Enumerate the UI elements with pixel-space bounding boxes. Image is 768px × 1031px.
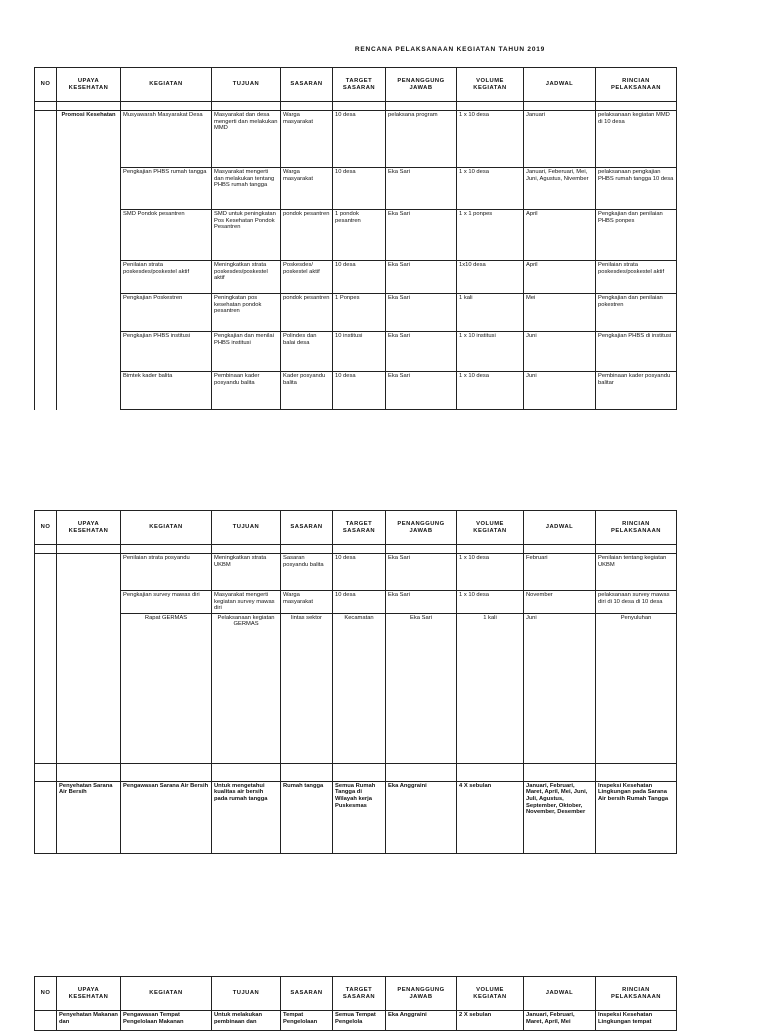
- header-pj: PENANGGUNG JAWAB: [386, 68, 457, 102]
- volume-cell: 1 x 10 desa: [457, 168, 524, 210]
- volume-cell: 1 x 10 desa: [457, 372, 524, 410]
- jadwal-cell: November: [524, 591, 596, 614]
- target-cell: Semua Tempat Pengelola: [333, 1011, 386, 1031]
- table-row: [35, 111, 677, 168]
- rincian-cell: pelaksanaan kegiatan MMD di 10 desa: [596, 111, 677, 168]
- sasaran-cell: Warga masyarakat: [281, 591, 333, 614]
- volume-cell: 1 x 10 desa: [457, 111, 524, 168]
- pj-cell: Eka Sari: [386, 372, 457, 410]
- kegiatan-cell: Bimtek kader balita: [121, 372, 212, 410]
- header-pj: PENANGGUNG JAWAB: [386, 977, 457, 1011]
- header-tujuan: TUJUAN: [212, 511, 281, 545]
- upaya-cell: [57, 554, 121, 764]
- tujuan-cell: Pengkajian dan menilai PHBS institusi: [212, 332, 281, 372]
- target-cell: Kecamatan: [333, 613, 386, 763]
- table-row: [35, 554, 677, 591]
- header-no: NO: [35, 511, 57, 545]
- sasaran-cell: Polindes dan balai desa: [281, 332, 333, 372]
- header-jadwal: JADWAL: [524, 977, 596, 1011]
- header-target: TARGET SASARAN: [333, 977, 386, 1011]
- header-rincian: RINCIAN PELAKSANAAN: [596, 511, 677, 545]
- header-target: TARGET SASARAN: [333, 68, 386, 102]
- header-target: TARGET SASARAN: [333, 511, 386, 545]
- pj-cell: Eka Sari: [386, 613, 457, 763]
- header-jadwal: JADWAL: [524, 511, 596, 545]
- tujuan-cell: Meningkatkan strata UKBM: [212, 554, 281, 591]
- target-cell: 1 Ponpes: [333, 294, 386, 332]
- tujuan-cell: Peningkatan pos kesehatan pondok pesantren: [212, 294, 281, 332]
- volume-cell: 1 kali: [457, 294, 524, 332]
- header-kegiatan: KEGIATAN: [121, 977, 212, 1011]
- pj-cell: Eka Sari: [386, 210, 457, 261]
- jadwal-cell: Juni: [524, 332, 596, 372]
- target-cell: 10 desa: [333, 372, 386, 410]
- table-row: [35, 210, 677, 261]
- jadwal-cell: Juni: [524, 613, 596, 763]
- kegiatan-cell: Musyawarah Masyarakat Desa: [121, 111, 212, 168]
- jadwal-cell: April: [524, 210, 596, 261]
- document-title: RENCANA PELAKSANAAN KEGIATAN TAHUN 2019: [354, 46, 546, 53]
- activity-table-2: [34, 510, 677, 854]
- volume-cell: 1x10 desa: [457, 261, 524, 294]
- header-volume: VOLUME KEGIATAN: [457, 977, 524, 1011]
- kegiatan-cell: Pengkajian Poskestren: [121, 294, 212, 332]
- tujuan-cell: Pembinaan kader posyandu balita: [212, 372, 281, 410]
- header-sasaran: SASARAN: [281, 68, 333, 102]
- volume-cell: 1 x 1 ponpes: [457, 210, 524, 261]
- sasaran-cell: lintas sektor: [281, 613, 333, 763]
- tujuan-cell: Pelaksanaan kegiatan GERMAS: [212, 613, 281, 763]
- table-row: [35, 591, 677, 614]
- header-upaya: UPAYA KESEHATAN: [57, 977, 121, 1011]
- rincian-cell: Penyuluhan: [596, 613, 677, 763]
- jadwal-cell: April: [524, 261, 596, 294]
- tujuan-cell: Meningkatkan strata poskesdes/poskestel aktif: [212, 261, 281, 294]
- rincian-cell: pelaksanaan pengkajian PHBS rumah tangga 10 desa: [596, 168, 677, 210]
- kegiatan-cell: Penilaian strata posyandu: [121, 554, 212, 591]
- kegiatan-cell: Penilaian strata poskesdes/poskestel aktif: [121, 261, 212, 294]
- header-no: NO: [35, 977, 57, 1011]
- pj-cell: Eka Anggraini: [386, 781, 457, 853]
- pj-cell: Eka Anggraini: [386, 1011, 457, 1031]
- pj-cell: pelaksana program: [386, 111, 457, 168]
- sasaran-cell: Tempat Pengelolaan: [281, 1011, 333, 1031]
- activity-table-3: [34, 976, 677, 1031]
- no-cell: [35, 1011, 57, 1031]
- rincian-cell: Inspeksi Kesehatan Lingkungan tempat: [596, 1011, 677, 1031]
- header-kegiatan: KEGIATAN: [121, 511, 212, 545]
- target-cell: 10 desa: [333, 168, 386, 210]
- header-rincian: RINCIAN PELAKSANAAN: [596, 68, 677, 102]
- jadwal-cell: Januari, Feberuari, Mei, Juni, Agustus, Nivember: [524, 168, 596, 210]
- rincian-cell: Penilaian strata poskesdes/poskestel aktif: [596, 261, 677, 294]
- table-row: [35, 294, 677, 332]
- header-tujuan: TUJUAN: [212, 68, 281, 102]
- header-volume: VOLUME KEGIATAN: [457, 511, 524, 545]
- tujuan-cell: Untuk melakukan pembinaan dan: [212, 1011, 281, 1031]
- header-row: [35, 977, 677, 1011]
- rincian-cell: Pembinaan kader posyandu balitar: [596, 372, 677, 410]
- rincian-cell: pelaksanaan survey mawas diri di 10 desa di 10 desa: [596, 591, 677, 614]
- table-row: [35, 261, 677, 294]
- header-upaya: UPAYA KESEHATAN: [57, 511, 121, 545]
- rincian-cell: Inspeksi Kesehatan Lingkungan pada Sarana Air bersih Rumah Tangga: [596, 781, 677, 853]
- no-cell: [35, 554, 57, 764]
- target-cell: 10 desa: [333, 591, 386, 614]
- kegiatan-cell: Pengkajian PHBS rumah tangga: [121, 168, 212, 210]
- kegiatan-cell: Rapat GERMAS: [121, 613, 212, 763]
- target-cell: 10 desa: [333, 111, 386, 168]
- target-cell: 1 pondok pesantren: [333, 210, 386, 261]
- header-row: [35, 511, 677, 545]
- volume-cell: 1 x 10 institusi: [457, 332, 524, 372]
- pj-cell: Eka Sari: [386, 332, 457, 372]
- sasaran-cell: Poskesdes/ poskestel aktif: [281, 261, 333, 294]
- kegiatan-cell: Pengawasan Tempat Pengelolaan Makanan: [121, 1011, 212, 1031]
- table-row: [35, 332, 677, 372]
- tujuan-cell: Masyarakat mengerti dan melakukan tentang PHBS rumah tangga: [212, 168, 281, 210]
- target-cell: Semua Rumah Tangga di Wilayah kerja Puskesmas: [333, 781, 386, 853]
- volume-cell: 1 x 10 desa: [457, 591, 524, 614]
- spacer-row: [35, 545, 677, 554]
- volume-cell: 1 kali: [457, 613, 524, 763]
- header-upaya: UPAYA KESEHATAN: [57, 68, 121, 102]
- sasaran-cell: Rumah tangga: [281, 781, 333, 853]
- spacer-row: [35, 102, 677, 111]
- pj-cell: Eka Sari: [386, 294, 457, 332]
- upaya-cell: Penyehatan Sarana Air Bersih: [57, 781, 121, 853]
- jadwal-cell: Februari: [524, 554, 596, 591]
- upaya-cell: Penyehatan Makanan dan: [57, 1011, 121, 1031]
- volume-cell: 1 x 10 desa: [457, 554, 524, 591]
- kegiatan-cell: Pengawasan Sarana Air Bersih: [121, 781, 212, 853]
- tujuan-cell: Masyarakat mengerti kegiatan survey mawas diri: [212, 591, 281, 614]
- rincian-cell: Pengkajian dan penilaian PHBS ponpes: [596, 210, 677, 261]
- sasaran-cell: Warga masyarakat: [281, 168, 333, 210]
- tujuan-cell: Untuk mengetahui kualitas air bersih pada rumah tangga: [212, 781, 281, 853]
- header-row: [35, 68, 677, 102]
- table-row: [35, 781, 677, 853]
- upaya-cell: Promosi Kesehatan: [57, 111, 121, 410]
- rincian-cell: Pengkajian dan penilaian pokestren: [596, 294, 677, 332]
- rincian-cell: Pengkajian PHBS di institusi: [596, 332, 677, 372]
- sasaran-cell: Kader posyandu balita: [281, 372, 333, 410]
- volume-cell: 2 X sebulan: [457, 1011, 524, 1031]
- rincian-cell: Penilaian tentang kegiatan UKBM: [596, 554, 677, 591]
- header-rincian: RINCIAN PELAKSANAAN: [596, 977, 677, 1011]
- table-row: [35, 1011, 677, 1031]
- tujuan-cell: Masyarakat dan desa mengerti dan melakukan MMD: [212, 111, 281, 168]
- table-row: [35, 613, 677, 763]
- kegiatan-cell: SMD Pondok pesantren: [121, 210, 212, 261]
- header-sasaran: SASARAN: [281, 977, 333, 1011]
- volume-cell: 4 X sebulan: [457, 781, 524, 853]
- header-pj: PENANGGUNG JAWAB: [386, 511, 457, 545]
- header-tujuan: TUJUAN: [212, 977, 281, 1011]
- jadwal-cell: Januari: [524, 111, 596, 168]
- header-jadwal: JADWAL: [524, 68, 596, 102]
- jadwal-cell: Mei: [524, 294, 596, 332]
- header-sasaran: SASARAN: [281, 511, 333, 545]
- header-volume: VOLUME KEGIATAN: [457, 68, 524, 102]
- pj-cell: Eka Sari: [386, 591, 457, 614]
- kegiatan-cell: Pengkajian PHBS institusi: [121, 332, 212, 372]
- tujuan-cell: SMD untuk peningkatan Pos Kesehatan Pondok Pesantren: [212, 210, 281, 261]
- no-cell: [35, 111, 57, 410]
- activity-table-1: [34, 67, 677, 410]
- jadwal-cell: Januari, Februari, Maret, April, Mei, Juni, Juli, Agustus, September, Oktober, November, Desember: [524, 781, 596, 853]
- pj-cell: Eka Sari: [386, 554, 457, 591]
- no-cell: [35, 781, 57, 853]
- jadwal-cell: Juni: [524, 372, 596, 410]
- header-no: NO: [35, 68, 57, 102]
- header-kegiatan: KEGIATAN: [121, 68, 212, 102]
- jadwal-cell: Januari, Februari, Maret, April, Mei: [524, 1011, 596, 1031]
- target-cell: 10 desa: [333, 554, 386, 591]
- target-cell: 10 desa: [333, 261, 386, 294]
- pj-cell: Eka Sari: [386, 168, 457, 210]
- pj-cell: Eka Sari: [386, 261, 457, 294]
- sasaran-cell: Sasaran posyandu balita: [281, 554, 333, 591]
- target-cell: 10 institusi: [333, 332, 386, 372]
- table-row: [35, 372, 677, 410]
- sasaran-cell: pondok pesantren: [281, 210, 333, 261]
- table-row: [35, 168, 677, 210]
- spacer-row: [35, 763, 677, 781]
- sasaran-cell: pondok pesantren: [281, 294, 333, 332]
- sasaran-cell: Warga masyarakat: [281, 111, 333, 168]
- kegiatan-cell: Pengkajian survey mawas diri: [121, 591, 212, 614]
